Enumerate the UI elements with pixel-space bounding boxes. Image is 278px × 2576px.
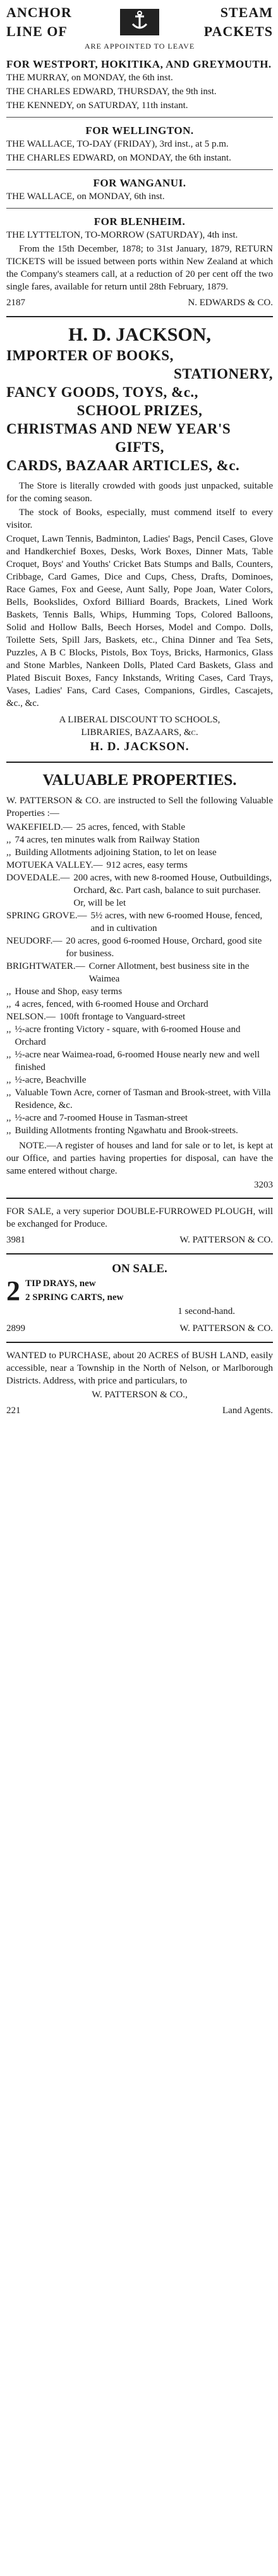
- wanganui-heading: FOR WANGANUI.: [93, 177, 186, 189]
- property-lot: [6, 935, 273, 960]
- anchor-header-right: [178, 3, 273, 41]
- onsale-ref: 2899: [6, 1323, 25, 1334]
- jackson-line2: STATIONERY,: [173, 366, 273, 382]
- plough-text: FOR SALE, a very superior DOUBLE-FURROWED PLOUGH, will be exchanged for Produce.: [6, 1206, 273, 1229]
- property-lot-location: NELSON.—: [6, 1012, 56, 1022]
- jackson-line7: CARDS, BAZAAR ARTICLES, &c.: [6, 458, 240, 473]
- ad-divider: [6, 316, 273, 317]
- property-lot: [6, 872, 273, 909]
- property-lot: [6, 998, 273, 1011]
- wanganui-item: THE WALLACE, on MONDAY, 6th inst.: [6, 191, 165, 202]
- ad-divider: [6, 1342, 273, 1343]
- anchor-left-sub: LINE OF: [6, 23, 68, 39]
- divider: [6, 117, 273, 118]
- wanted-ref: 221: [6, 1406, 21, 1416]
- properties-lot-list: [6, 821, 273, 1137]
- property-lot-description: Building Allotments adjoining Station, to let on lease: [15, 848, 217, 858]
- property-lot-location: ,,: [6, 1113, 11, 1123]
- property-lot-description: Building Allotments fronting Ngawhatu and Brook-streets.: [15, 1126, 238, 1136]
- anchor-left-title: ANCHOR: [6, 4, 72, 20]
- property-lot-description: House and Shop, easy terms: [15, 987, 123, 997]
- property-lot-location: NEUDORF.—: [6, 936, 63, 946]
- property-lot-description: ½-acre, Beachville: [15, 1075, 87, 1085]
- anchor-header: [6, 3, 273, 42]
- property-lot-location: ,,: [6, 987, 11, 997]
- jackson-title: H. D. JACKSON,: [68, 324, 211, 345]
- jackson-line3: FANCY GOODS, TOYS, &c.,: [6, 384, 198, 400]
- property-lot-description: Valuable Town Acre, corner of Tasman and Brook-street, with Villa Residence, &c.: [15, 1088, 271, 1110]
- property-lot-location: ,,: [6, 1050, 11, 1060]
- onsale-heading: ON SALE.: [112, 1262, 167, 1275]
- return-notice: From the 15th December, 1878; to 31st January, 1879, RETURN TICKETS will be issued between ports within New Zealand at which the Company's steamers call, at a reduction of 20 per cent off the two single fares, available for return until 28th February, 1879.: [6, 244, 273, 292]
- jackson-signature: H. D. JACKSON.: [90, 740, 190, 753]
- properties-note: NOTE.—A register of houses and land for sale or to let, is kept at our Office, and parties having properties for disposal, can have the same entered without charge.: [6, 1141, 273, 1176]
- jackson-discount-2: LIBRARIES, BAZAARS, &c.: [81, 727, 198, 738]
- anchor-appointed: ARE APPOINTED TO LEAVE: [84, 42, 195, 51]
- property-lot-description: 912 acres, easy terms: [106, 860, 188, 870]
- property-lot-description: Corner Allotment, best business site in the Waimea: [88, 961, 250, 984]
- anchor-flag-icon: [118, 5, 162, 39]
- property-lot: [6, 834, 273, 846]
- anchor-header-left: [6, 3, 101, 41]
- property-lot-location: MOTUEKA VALLEY.—: [6, 860, 103, 870]
- onsale-ad: [6, 1261, 273, 1335]
- wellington-item: THE WALLACE, TO-DAY (FRIDAY), 3rd inst., at 5 p.m.: [6, 139, 229, 149]
- jackson-line1: IMPORTER OF BOOKS,: [6, 348, 174, 363]
- plough-ref: 3981: [6, 1235, 25, 1245]
- property-lot-description: 4 acres, fenced, with 6-roomed House and Orchard: [15, 999, 208, 1009]
- property-lot-location: ,,: [6, 848, 11, 858]
- property-lot-location: ,,: [6, 1024, 11, 1035]
- jackson-goods-list: Croquet, Lawn Tennis, Badminton, Ladies' Bags, Pencil Cases, Glove and Handkerchief Boxes, Desks, Work Boxes, Dinner Mats, Table Croquet, Boys' and Youths' Cricket Bats Stumps and Balls, Counters, Cribbage, Card Games, Dice and Cups, Chess, Drafts, Dominoes, Race Games, Fox and Geese, Aunt Sally, Pope Joan, Water Colors, Bells, Bookslides, Oxford Billiard Boards, Brackets, Lined Work Baskets, Tennis Balls, Whips, Humming Tops, Colored Balloons, Solid and Hollow Balls, Beech Horses, Model and Compo. Dolls, Toilette Sets, Spill Jars, Baskets, etc., China Dinner and Tea Sets, Puzzles, A B C Blocks, Pistols, Box Toys, Bricks, Harmonics, Glass and Stone Marbles, Nankeen Dolls, Plated Card Baskets, Glass and Plated Biscuit Boxes, Fancy Inkstands, Writing Cases, Card Trays, Vases, Ladies' Fans, Card Cases, Companions, Girdles, Cascajets, &c., &c.: [6, 534, 273, 708]
- property-lot-description: 200 acres, with new 8-roomed House, Outbuildings, Orchard, &c. Part cash, balance to suit purchaser. Or, will be let: [73, 873, 272, 908]
- onsale-signature-row: [6, 1321, 273, 1335]
- onsale-line2: 2 SPRING CARTS, new: [25, 1292, 124, 1303]
- property-lot: [6, 909, 273, 935]
- properties-intro: W. PATTERSON & CO. are instructed to Sell the following Valuable Properties :—: [6, 796, 273, 818]
- property-lot: [6, 1048, 273, 1074]
- property-lot-description: ½-acre fronting Victory - square, with 6-roomed House and Orchard: [15, 1024, 241, 1047]
- onsale-line3: 1 second-hand.: [178, 1306, 235, 1316]
- ad-divider: [6, 1253, 273, 1255]
- property-lot-description: ½-acre near Waimea-road, 6-roomed House nearly new and well finished: [15, 1050, 260, 1072]
- jackson-line6: GIFTS,: [115, 439, 164, 455]
- property-lot-description: 100ft frontage to Vanguard-street: [59, 1012, 186, 1022]
- properties-ad: [6, 769, 273, 1191]
- anchor-right-title: STEAM: [220, 4, 273, 20]
- wellington-heading: FOR WELLINGTON.: [85, 125, 194, 137]
- property-lot-location: ,,: [6, 835, 11, 845]
- property-lot-description: ½-acre and 7-roomed House in Tasman-street: [15, 1113, 188, 1123]
- property-lot-location: BRIGHTWATER.—: [6, 961, 85, 971]
- westport-heading: FOR WESTPORT, HOKITIKA, AND GREYMOUTH.: [6, 58, 272, 70]
- jackson-discount-1: A LIBERAL DISCOUNT TO SCHOOLS,: [59, 715, 221, 725]
- property-lot-description: 74 acres, ten minutes walk from Railway Station: [15, 835, 200, 845]
- wanted-text: WANTED to PURCHASE, about 20 ACRES of BUSH LAND, easily accessible, near a Township in the North of Nelson, or Marlborough Districts. Address, with price and particulars, to: [6, 1351, 273, 1386]
- jackson-line5: CHRISTMAS AND NEW YEAR'S: [6, 421, 231, 437]
- westport-item: THE MURRAY, on MONDAY, the 6th inst.: [6, 73, 173, 83]
- divider: [6, 208, 273, 209]
- divider: [6, 169, 273, 170]
- blenheim-heading: FOR BLENHEIM.: [94, 216, 186, 228]
- onsale-body: [6, 1277, 273, 1319]
- anchor-ref: 2187: [6, 298, 25, 308]
- property-lot-location: ,,: [6, 1075, 11, 1085]
- property-lot: [6, 1074, 273, 1086]
- properties-note-ref: 3203: [254, 1180, 273, 1190]
- westport-item: THE CHARLES EDWARD, THURSDAY, the 9th inst.: [6, 87, 217, 97]
- jackson-para2: The stock of Books, especially, must commend itself to every visitor.: [6, 507, 273, 530]
- property-lot: [6, 859, 273, 872]
- anchor-signature: N. EDWARDS & CO.: [188, 298, 273, 308]
- wanted-signature: W. PATTERSON & CO.,: [92, 1390, 188, 1400]
- anchor-line-ad: [6, 3, 273, 310]
- property-lot: [6, 1023, 273, 1048]
- onsale-signature: W. PATTERSON & CO.: [179, 1323, 273, 1334]
- property-lot-description: 20 acres, good 6-roomed House, Orchard, good site for business.: [66, 936, 262, 959]
- property-lot-location: SPRING GROVE.—: [6, 911, 87, 921]
- property-lot: [6, 846, 273, 859]
- property-lot: [6, 1086, 273, 1112]
- wanted-signature-row: [6, 1404, 273, 1418]
- property-lot-location: DOVEDALE.—: [6, 873, 70, 883]
- onsale-numeral: 2: [6, 1275, 20, 1306]
- blenheim-item: THE LYTTELTON, TO-MORROW (SATURDAY), 4th inst.: [6, 230, 238, 240]
- plough-signature-row: [6, 1233, 273, 1247]
- jackson-para1: The Store is literally crowded with goods just unpacked, suitable for the coming season.: [6, 481, 273, 504]
- ad-divider: [6, 762, 273, 763]
- property-lot-description: 5½ acres, with new 6-roomed House, fenced, and in cultivation: [90, 911, 263, 933]
- property-lot-location: ,,: [6, 999, 11, 1009]
- anchor-signature-row: [6, 296, 273, 310]
- wellington-item: THE CHARLES EDWARD, on MONDAY, the 6th instant.: [6, 153, 231, 163]
- plough-signature: W. PATTERSON & CO.: [179, 1235, 273, 1245]
- anchor-right-sub: PACKETS: [203, 23, 273, 39]
- property-lot: [6, 1112, 273, 1124]
- property-lot-location: ,,: [6, 1126, 11, 1136]
- property-lot: [6, 1124, 273, 1137]
- property-lot: [6, 985, 273, 998]
- jackson-line4: SCHOOL PRIZES,: [76, 403, 203, 418]
- property-lot: [6, 1011, 273, 1023]
- plough-ad: [6, 1205, 273, 1247]
- property-lot: [6, 821, 273, 834]
- onsale-line1: TIP DRAYS, new: [25, 1279, 96, 1289]
- properties-heading: VALUABLE PROPERTIES.: [42, 772, 237, 789]
- wanted-signature-2: Land Agents.: [222, 1406, 273, 1416]
- westport-item: THE KENNEDY, on SATURDAY, 11th instant.: [6, 100, 188, 111]
- ad-divider: [6, 1198, 273, 1199]
- property-lot-location: WAKEFIELD.—: [6, 822, 73, 832]
- wanted-ad: [6, 1349, 273, 1418]
- property-lot-description: 25 acres, fenced, with Stable: [76, 822, 186, 832]
- property-lot: [6, 960, 273, 985]
- property-lot-location: ,,: [6, 1088, 11, 1098]
- jackson-ad: [6, 324, 273, 755]
